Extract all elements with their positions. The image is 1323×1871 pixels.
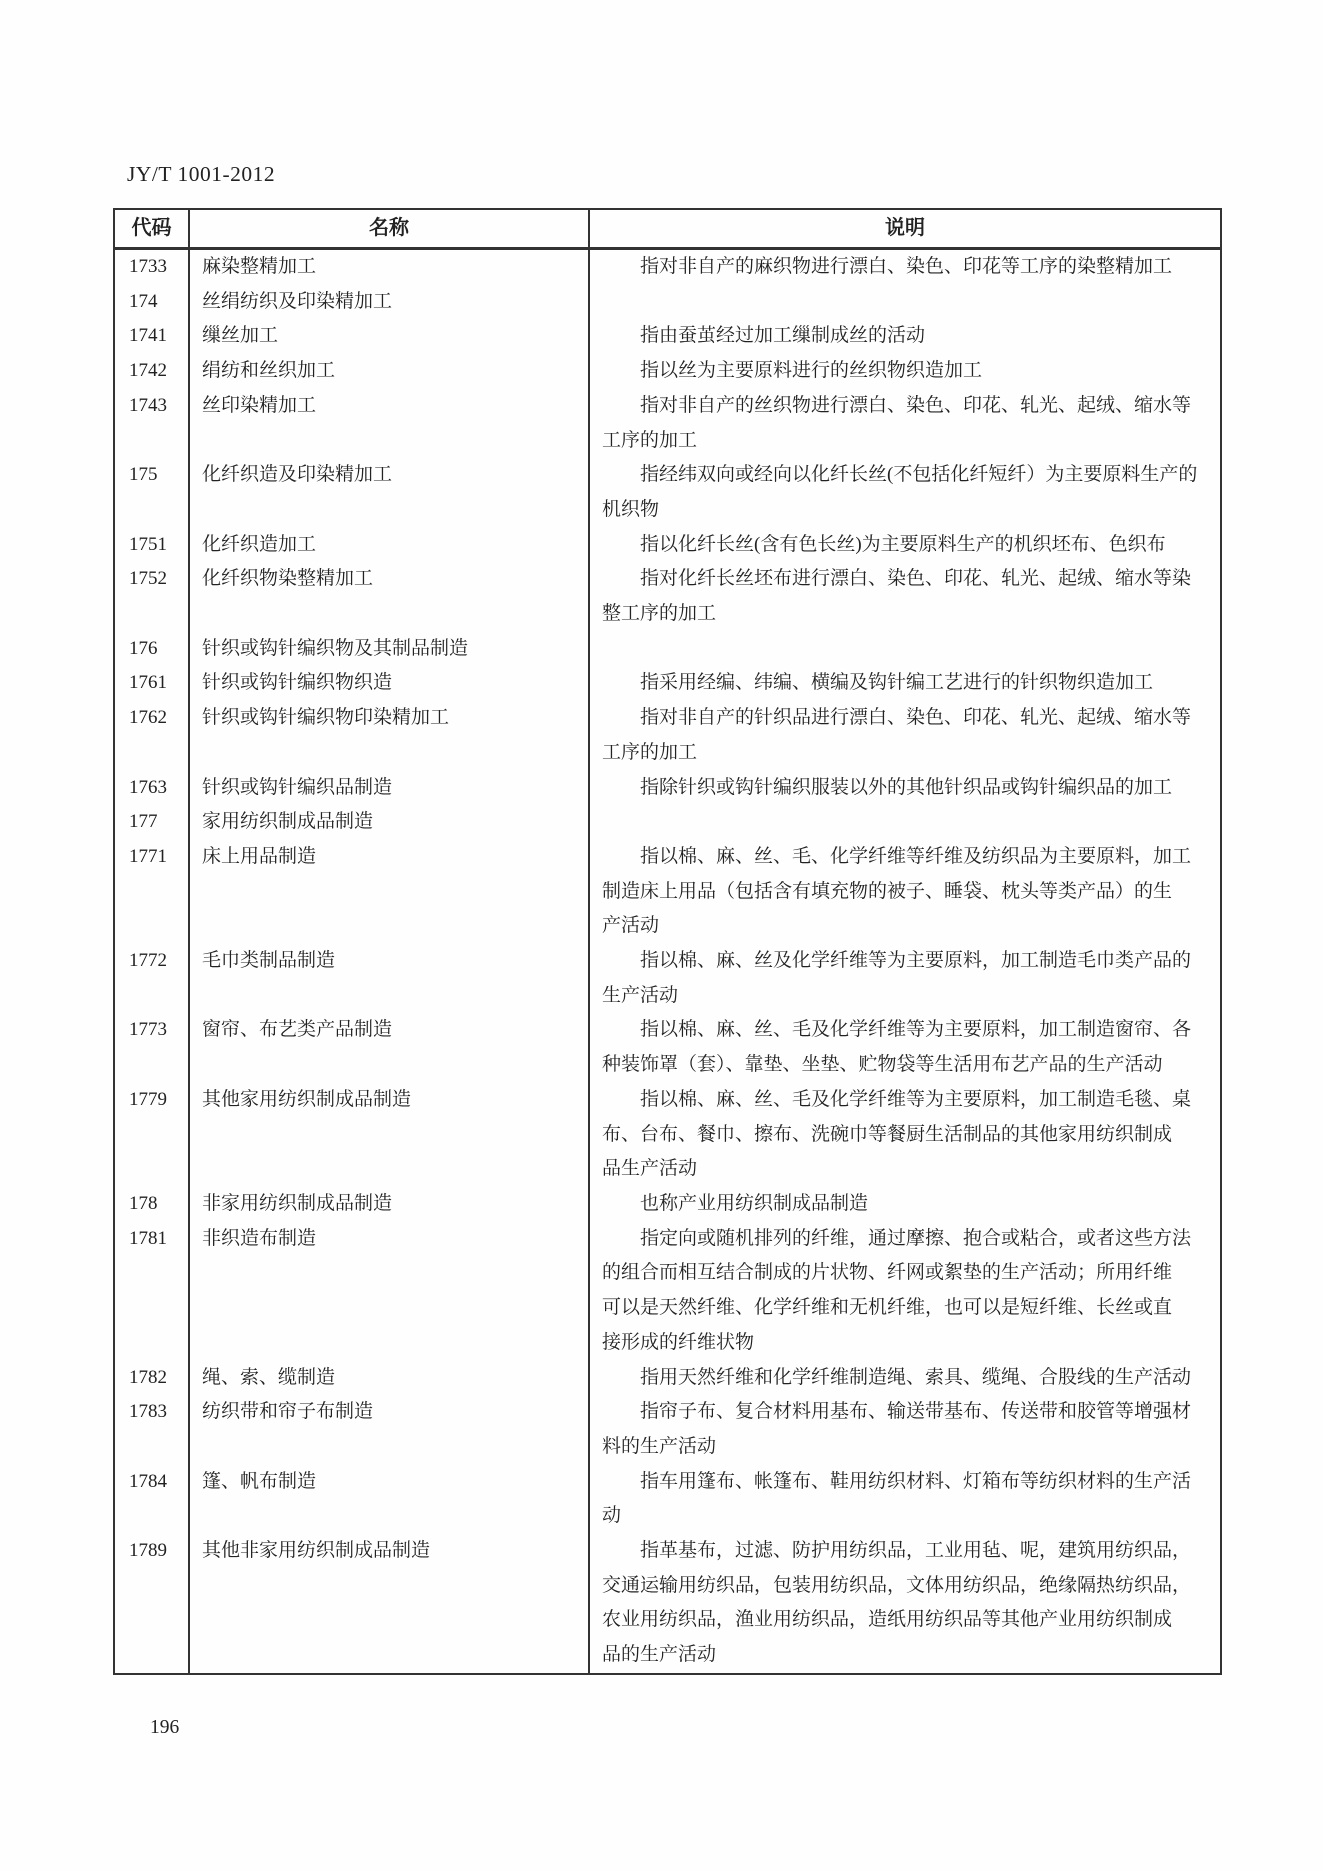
classification-table	[113, 208, 1222, 1675]
description-line: 可以是天然纤维、化学纤维和无机纤维，也可以是短纤维、长丝或直	[602, 1297, 1173, 1319]
code-cell: 1789	[115, 1534, 190, 1673]
description-line: 生产活动	[602, 984, 679, 1006]
name-cell: 缫丝加工	[190, 319, 590, 354]
description-line: 指车用篷布、帐篷布、鞋用纺织材料、灯箱布等纺织材料的生产活	[640, 1470, 1192, 1492]
description-line: 指以化纤长丝(含有色长丝)为主要原料生产的机织坯布、色织布	[640, 533, 1166, 555]
table-row	[115, 458, 1220, 527]
description-cell	[590, 805, 1220, 840]
description-line: 指革基布，过滤、防护用纺织品，工业用毡、呢，建筑用纺织品，	[640, 1540, 1192, 1562]
code-cell: 1771	[115, 840, 190, 944]
name-cell: 麻染整精加工	[190, 250, 590, 285]
name-cell: 针织或钩针编织物及其制品制造	[190, 632, 590, 667]
name-cell: 丝印染精加工	[190, 389, 590, 458]
table-row	[115, 562, 1220, 631]
code-cell: 175	[115, 458, 190, 527]
code-cell: 1751	[115, 528, 190, 563]
name-cell: 篷、帆布制造	[190, 1465, 590, 1534]
code-cell: 1763	[115, 771, 190, 806]
description-line: 指对非自产的针织品进行漂白、染色、印花、轧光、起绒、缩水等	[640, 707, 1192, 729]
table-row	[115, 840, 1220, 944]
description-line: 指由蚕茧经过加工缫制成丝的活动	[640, 325, 926, 347]
description-cell	[590, 528, 1220, 563]
description-line: 种装饰罩（套）、靠垫、坐垫、贮物袋等生活用布艺产品的生产活动	[602, 1054, 1163, 1076]
description-line: 指以棉、麻、丝及化学纤维等为主要原料，加工制造毛巾类产品的	[640, 950, 1192, 972]
code-cell: 1741	[115, 319, 190, 354]
description-line: 品的生产活动	[602, 1644, 717, 1666]
name-cell: 窗帘、布艺类产品制造	[190, 1013, 590, 1082]
name-cell: 丝绢纺织及印染精加工	[190, 285, 590, 320]
description-line: 制造床上用品（包括含有填充物的被子、睡袋、枕头等类产品）的生	[602, 880, 1173, 902]
code-cell: 1742	[115, 354, 190, 389]
description-cell	[590, 354, 1220, 389]
description-cell	[590, 1013, 1220, 1082]
description-line: 产活动	[602, 915, 660, 937]
name-cell: 家用纺织制成品制造	[190, 805, 590, 840]
description-cell	[590, 562, 1220, 631]
table-row	[115, 1083, 1220, 1187]
name-cell: 床上用品制造	[190, 840, 590, 944]
table-row	[115, 1534, 1220, 1673]
table-row	[115, 354, 1220, 389]
description-line: 指用天然纤维和化学纤维制造绳、索具、缆绳、合股线的生产活动	[640, 1366, 1192, 1388]
code-cell: 1781	[115, 1222, 190, 1361]
name-cell: 绳、索、缆制造	[190, 1361, 590, 1396]
description-cell	[590, 666, 1220, 701]
table-row	[115, 805, 1220, 840]
description-line: 布、台布、餐巾、擦布、洗碗巾等餐厨生活制品的其他家用纺织制成	[602, 1123, 1173, 1145]
name-cell: 其他非家用纺织制成品制造	[190, 1534, 590, 1673]
name-cell: 绢纺和丝织加工	[190, 354, 590, 389]
name-cell: 化纤织造加工	[190, 528, 590, 563]
code-cell: 1761	[115, 666, 190, 701]
header-code: 代码	[115, 210, 190, 247]
description-line: 农业用纺织品，渔业用纺织品，造纸用纺织品等其他产业用纺织制成	[602, 1609, 1173, 1631]
description-line: 品生产活动	[602, 1158, 698, 1180]
description-line: 的组合而相互结合制成的片状物、纤网或絮垫的生产活动；所用纤维	[602, 1262, 1173, 1284]
description-line: 工序的加工	[602, 741, 698, 763]
table-row	[115, 1395, 1220, 1464]
description-cell	[590, 458, 1220, 527]
code-cell: 1752	[115, 562, 190, 631]
description-cell	[590, 944, 1220, 1013]
description-line: 工序的加工	[602, 429, 698, 451]
description-line: 指对非自产的麻织物进行漂白、染色、印花等工序的染整精加工	[640, 256, 1173, 277]
name-cell: 纺织带和帘子布制造	[190, 1395, 590, 1464]
header-name: 名称	[190, 210, 590, 247]
table-row	[115, 944, 1220, 1013]
table-header-row	[115, 210, 1220, 250]
description-line: 指以棉、麻、丝、毛及化学纤维等为主要原料，加工制造毛毯、桌	[640, 1088, 1192, 1110]
description-line: 料的生产活动	[602, 1435, 717, 1457]
description-cell	[590, 1187, 1220, 1222]
name-cell: 针织或钩针编织物印染精加工	[190, 701, 590, 770]
table-row	[115, 1013, 1220, 1082]
description-cell	[590, 1222, 1220, 1361]
description-cell	[590, 285, 1220, 320]
table-row	[115, 701, 1220, 770]
description-cell	[590, 1465, 1220, 1534]
name-cell: 针织或钩针编织品制造	[190, 771, 590, 806]
description-cell	[590, 1534, 1220, 1673]
page-number: 196	[150, 1717, 180, 1738]
code-cell: 178	[115, 1187, 190, 1222]
code-cell: 177	[115, 805, 190, 840]
name-cell: 毛巾类制品制造	[190, 944, 590, 1013]
description-cell	[590, 632, 1220, 667]
table-row	[115, 250, 1220, 285]
table-row	[115, 389, 1220, 458]
description-cell	[590, 250, 1220, 285]
description-line: 指定向或随机排列的纤维，通过摩擦、抱合或粘合，或者这些方法	[640, 1227, 1192, 1249]
description-line: 交通运输用纺织品，包装用纺织品，文体用纺织品，绝缘隔热纺织品，	[602, 1574, 1192, 1596]
code-cell: 174	[115, 285, 190, 320]
description-cell	[590, 701, 1220, 770]
table-row	[115, 1187, 1220, 1222]
name-cell: 非织造布制造	[190, 1222, 590, 1361]
description-line: 机织物	[602, 498, 660, 520]
table-row	[115, 1465, 1220, 1534]
code-cell: 176	[115, 632, 190, 667]
description-cell	[590, 1083, 1220, 1187]
description-line: 指对非自产的丝织物进行漂白、染色、印花、轧光、起绒、缩水等	[640, 394, 1192, 416]
table-row	[115, 771, 1220, 806]
code-cell: 1743	[115, 389, 190, 458]
description-line: 动	[602, 1505, 622, 1527]
table-body	[115, 250, 1220, 1673]
description-cell	[590, 389, 1220, 458]
description-cell	[590, 771, 1220, 806]
table-row	[115, 319, 1220, 354]
table-row	[115, 632, 1220, 667]
table-row	[115, 666, 1220, 701]
name-cell: 化纤织物染整精加工	[190, 562, 590, 631]
name-cell: 针织或钩针编织物织造	[190, 666, 590, 701]
name-cell: 其他家用纺织制成品制造	[190, 1083, 590, 1187]
description-line: 指经纬双向或经向以化纤长丝(不包括化纤短纤）为主要原料生产的	[640, 464, 1198, 486]
code-cell: 1784	[115, 1465, 190, 1534]
description-line: 指除针织或钩针编织服装以外的其他针织品或钩针编织品的加工	[640, 776, 1173, 798]
header-description: 说明	[885, 217, 925, 239]
table-row	[115, 1222, 1220, 1361]
name-cell: 化纤织造及印染精加工	[190, 458, 590, 527]
description-line: 指以棉、麻、丝、毛、化学纤维等纤维及纺织品为主要原料，加工	[640, 845, 1192, 867]
description-line: 也称产业用纺织制成品制造	[640, 1192, 869, 1214]
description-line: 指以棉、麻、丝、毛及化学纤维等为主要原料，加工制造窗帘、各	[640, 1019, 1192, 1041]
description-line: 指对化纤长丝坯布进行漂白、染色、印花、轧光、起绒、缩水等染	[640, 568, 1192, 590]
code-cell: 1733	[115, 250, 190, 285]
code-cell: 1779	[115, 1083, 190, 1187]
description-line: 指采用经编、纬编、横编及钩针编工艺进行的针织物织造加工	[640, 672, 1154, 694]
description-line: 指帘子布、复合材料用基布、输送带基布、传送带和胶管等增强材	[640, 1401, 1192, 1423]
description-line: 接形成的纤维状物	[602, 1331, 755, 1353]
table-row	[115, 285, 1220, 320]
description-line: 指以丝为主要原料进行的丝织物织造加工	[640, 360, 983, 382]
description-cell	[590, 1395, 1220, 1464]
table-row	[115, 528, 1220, 563]
description-cell	[590, 1361, 1220, 1396]
table-row	[115, 1361, 1220, 1396]
code-cell: 1772	[115, 944, 190, 1013]
name-cell: 非家用纺织制成品制造	[190, 1187, 590, 1222]
code-cell: 1773	[115, 1013, 190, 1082]
standard-code: JY/T 1001-2012	[127, 162, 276, 186]
description-cell	[590, 840, 1220, 944]
code-cell: 1783	[115, 1395, 190, 1464]
description-line: 整工序的加工	[602, 603, 717, 625]
code-cell: 1782	[115, 1361, 190, 1396]
description-cell	[590, 319, 1220, 354]
code-cell: 1762	[115, 701, 190, 770]
